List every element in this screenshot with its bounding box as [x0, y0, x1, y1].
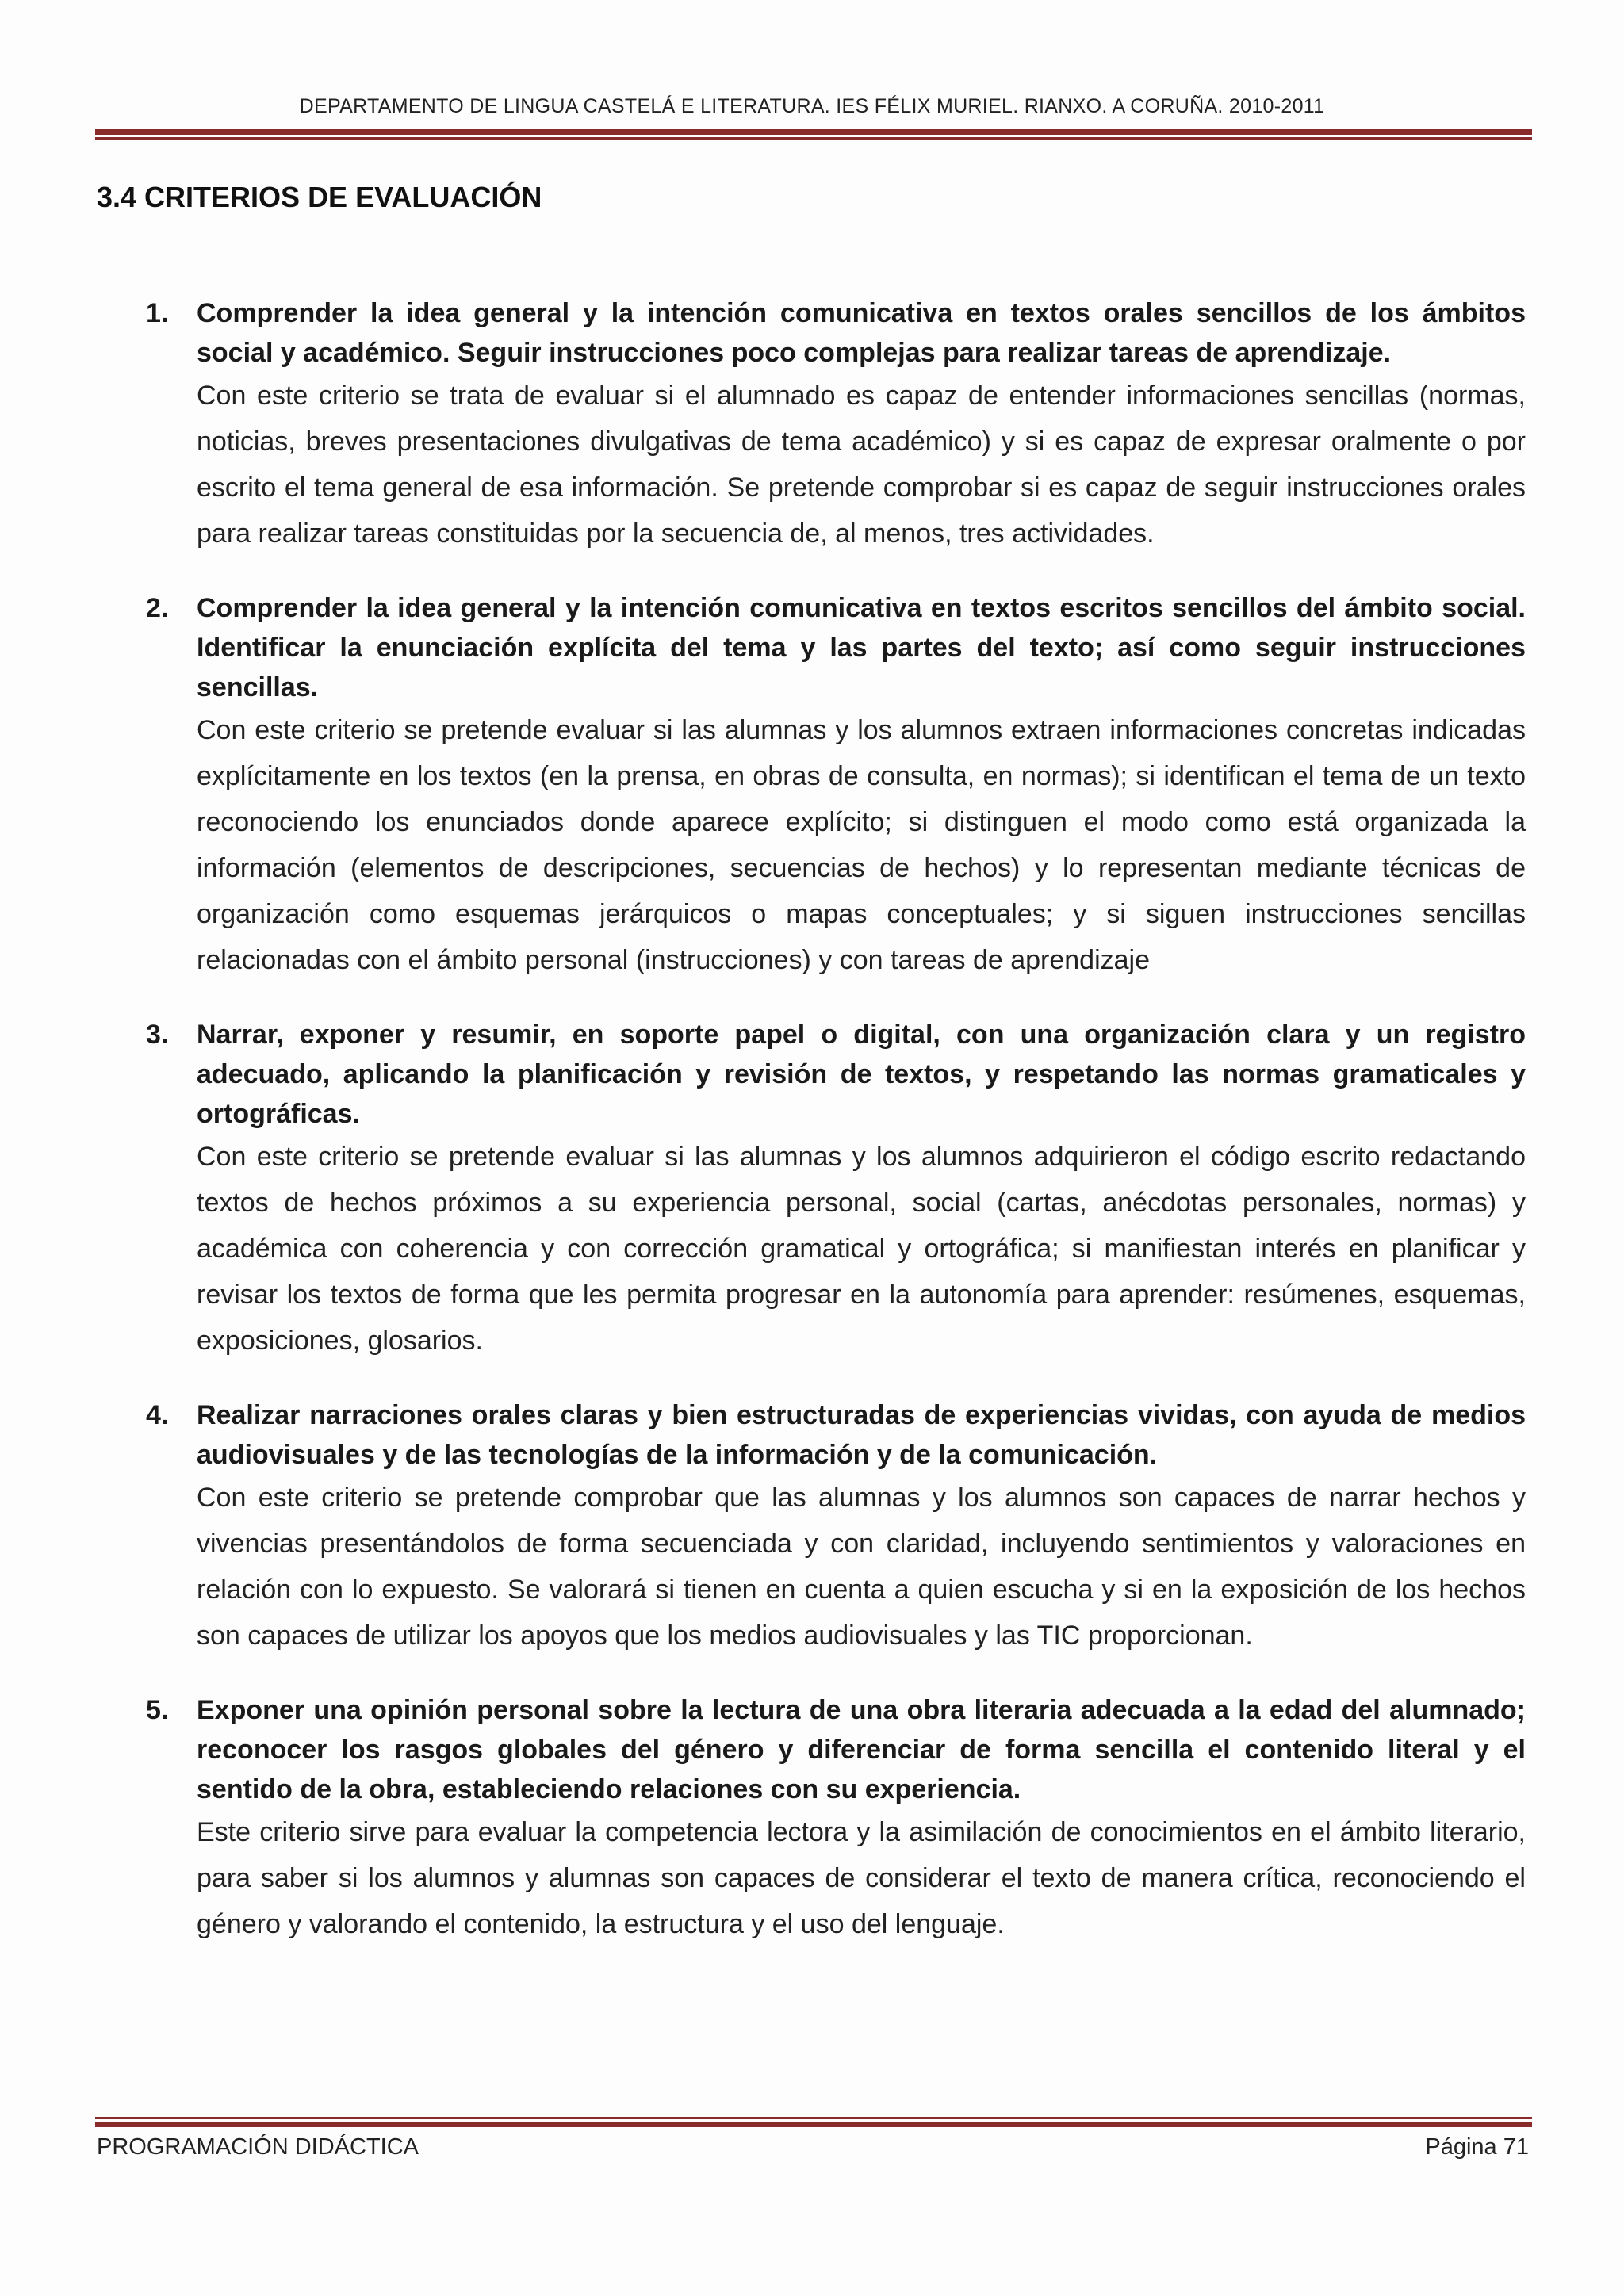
page-header: DEPARTAMENTO DE LINGUA CASTELÁ E LITERATURA. IES FÉLIX MURIEL. RIANXO. A CORUÑA. 2010-2011 — [299, 95, 1325, 117]
criterion-title: Comprender la idea general y la intención comunicativa en textos orales sencillos de los ámbitos social y académico. Seguir instrucciones poco complejas para realizar tareas de aprendizaje. — [197, 298, 1526, 368]
criterion-2 — [146, 588, 1526, 983]
header-rule — [95, 129, 1532, 140]
criterion-description: Con este criterio se pretende comprobar que las alumnas y los alumnos son capaces de narrar hechos y vivencias presentándolos de forma secuenciada y con claridad, incluyendo sentimientos y valoraciones en relación con lo expuesto. Se valorará si tienen en cuenta a quien escucha y si en la exposición de los hechos son capaces de utilizar los apoyos que los medios audiovisuales y las TIC proporcionan. — [197, 1483, 1526, 1651]
page-number: Página 71 — [1425, 2134, 1529, 2160]
criterion-4 — [146, 1395, 1526, 1659]
criterion-5 — [146, 1690, 1526, 1947]
criterion-number: 1. — [146, 298, 169, 328]
criterion-number: 3. — [146, 1020, 169, 1050]
section-title: 3.4 CRITERIOS DE EVALUACIÓN — [97, 181, 542, 213]
criterion-title: Exponer una opinión personal sobre la lectura de una obra literaria adecuada a la edad del alumnado; reconocer los rasgos globales del género y diferenciar de forma sencilla el contenido literal y el sentido de la obra, estableciendo relaciones con su experiencia. — [197, 1695, 1526, 1804]
criterion-1 — [146, 293, 1526, 557]
footer-title: PROGRAMACIÓN DIDÁCTICA — [97, 2134, 419, 2160]
criterion-description: Con este criterio se pretende evaluar si las alumnas y los alumnos adquirieron el código escrito redactando textos de hechos próximos a su experiencia personal, social (cartas, anécdotas personales, normas) y académica con coherencia y con corrección gramatical y ortográfica; si manifiestan interés en planificar y revisar los textos de forma que les permita progresar en la autonomía para aprender: resúmenes, esquemas, exposiciones, glosarios. — [197, 1142, 1526, 1356]
criterion-number: 5. — [146, 1695, 169, 1725]
criterion-description: Con este criterio se pretende evaluar si las alumnas y los alumnos extraen informaciones concretas indicadas explícitamente en los textos (en la prensa, en obras de consulta, en normas); si identifican el tema de un texto reconociendo los enunciados donde aparece explícito; si distinguen el modo como está organizada la información (elementos de descripciones, secuencias de hechos) y lo representan mediante técnicas de organización como esquemas jerárquicos o mapas conceptuales; y si siguen instrucciones sencillas relacionadas con el ámbito personal (instrucciones) y con tareas de aprendizaje — [197, 715, 1526, 975]
criterion-3 — [146, 1015, 1526, 1364]
criterion-title: Realizar narraciones orales claras y bien estructuradas de experiencias vividas, con ayuda de medios audiovisuales y de las tecnologías de la información y de la comunicación. — [197, 1400, 1526, 1470]
footer-rule — [95, 2117, 1532, 2127]
criterion-title: Narrar, exponer y resumir, en soporte papel o digital, con una organización clara y un registro adecuado, aplicando la planificación y revisión de textos, y respetando las normas gramaticales y ortográficas. — [197, 1020, 1526, 1129]
criterion-number: 2. — [146, 593, 169, 623]
criterion-description: Con este criterio se trata de evaluar si el alumnado es capaz de entender informaciones sencillas (normas, noticias, breves presentaciones divulgativas de tema académico) y si es capaz de expresar oralmente o por escrito el tema general de esa información. Se pretende comprobar si es capaz de seguir instrucciones orales para realizar tareas constituidas por la secuencia de, al menos, tres actividades. — [197, 381, 1526, 549]
criteria-list — [146, 293, 1526, 1979]
criterion-description: Este criterio sirve para evaluar la competencia lectora y la asimilación de conocimientos en el ámbito literario, para saber si los alumnos y alumnas son capaces de considerar el texto de manera crítica, reconociendo el género y valorando el contenido, la estructura y el uso del lenguaje. — [197, 1817, 1526, 1939]
criterion-title: Comprender la idea general y la intención comunicativa en textos escritos sencillos del ámbito social. Identificar la enunciación explícita del tema y las partes del texto; así como seguir instrucciones sencillas. — [197, 593, 1526, 702]
criterion-number: 4. — [146, 1400, 169, 1430]
